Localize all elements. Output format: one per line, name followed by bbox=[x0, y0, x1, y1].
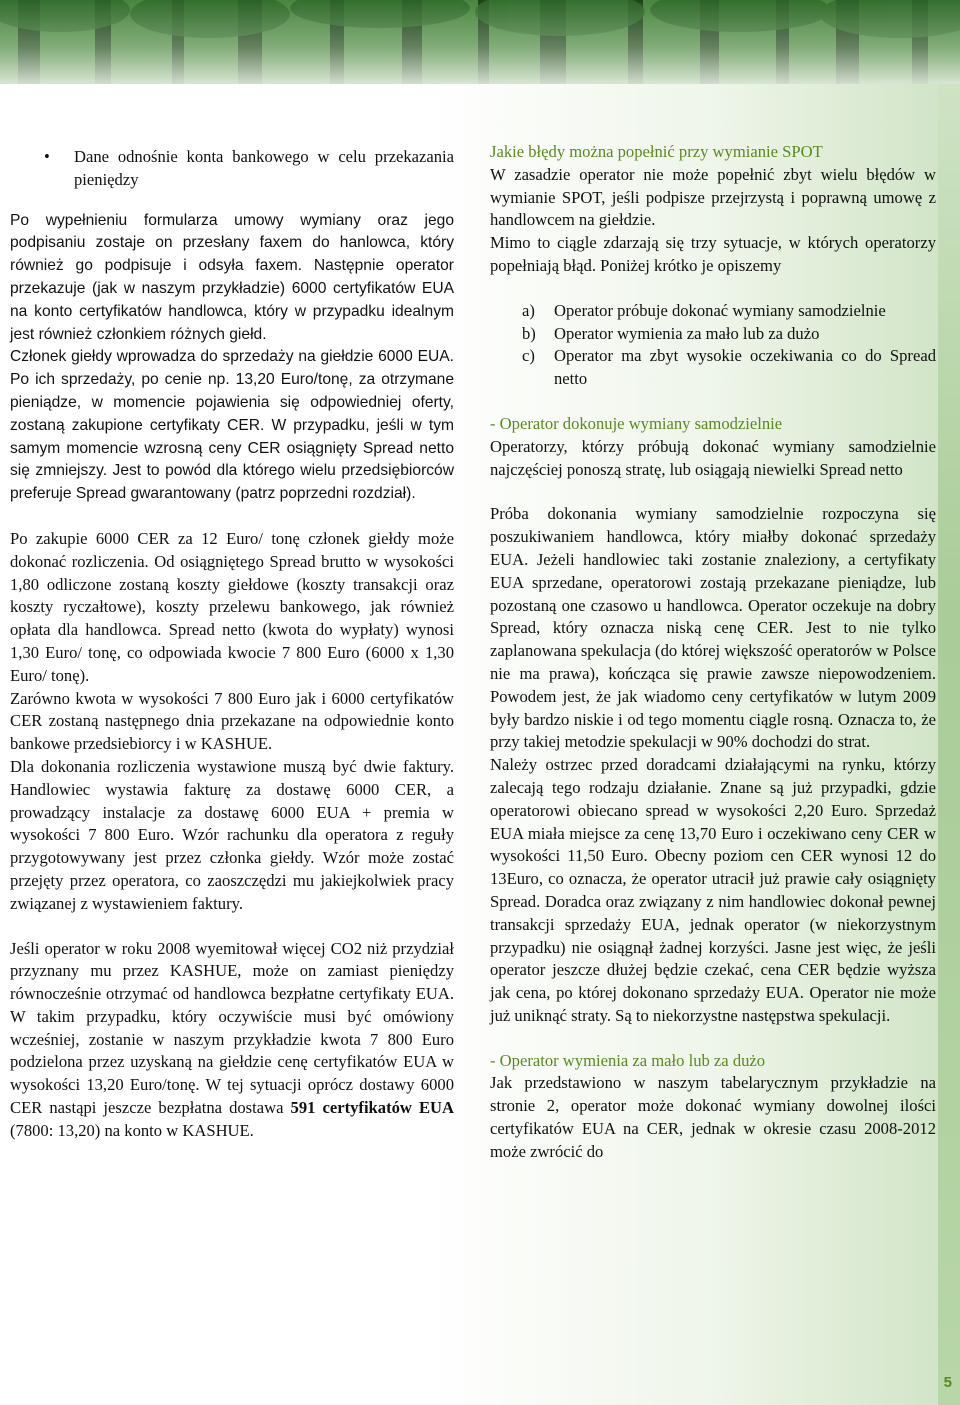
paragraph-6-bold: 591 certyfikatów EUA bbox=[290, 1098, 455, 1118]
spacer bbox=[10, 506, 454, 528]
spacer bbox=[490, 391, 936, 413]
section-heading-too-little: - Operator wymienia za mało lub za dużo bbox=[490, 1050, 766, 1070]
paragraph-r1: W zasadzie operator nie może popełnić zbyt wielu błędów w wymianie SPOT, jeśli podpisze przejrzystą i poprawną umowę z handlowcem na giełdzie. bbox=[490, 164, 936, 230]
spacer bbox=[490, 1028, 936, 1050]
list-item bbox=[490, 323, 936, 346]
bullet-item bbox=[10, 146, 454, 192]
paragraph-6-end: (7800: 13,20) na konto w KASHUE. bbox=[10, 1120, 254, 1140]
section-heading-errors: Jakie błędy można popełnić przy wymianie SPOT bbox=[490, 142, 823, 161]
bullet-text: Dane odnośnie konta bankowego w celu przekazania pieniędzy bbox=[74, 147, 454, 189]
list-item-label: b) bbox=[522, 323, 536, 343]
spacer bbox=[490, 278, 936, 300]
list-item-text: Operator próbuje dokonać wymiany samodzielnie bbox=[554, 300, 886, 320]
paragraph-r2: Mimo to ciągle zdarzają się trzy sytuacje, w których operatorzy popełniają błąd. Poniżej krótko je opiszemy bbox=[490, 233, 936, 275]
list-item-text: Operator wymienia za mało lub za dużo bbox=[554, 323, 820, 343]
paragraph-r3: Operatorzy, którzy próbują dokonać wymiany samodzielnie najczęściej ponoszą stratę, lub osiągają niewielki Spread netto bbox=[490, 436, 936, 479]
paragraph-2: Członek giełdy wprowadza do sprzedaży na giełdzie 6000 EUA. Po ich sprzedaży, po cenie np. 13,20 Euro/tonę, za otrzymane pieniądze, w momencie pojawienia się odpowiedniej oferty, zostaną zakupione certyfikaty CER. W przypadku, jeśli w tym samym momencie wzrosną ceny CER osiągnięty Spread netto się zmniejszy. Jest to powód dla którego wielu przedsiębiorców preferuje Spread gwarantowany (patrz poprzedni rozdział). bbox=[10, 348, 454, 503]
paragraph-1: Po wypełnieniu formularza umowy wymiany oraz jego podpisaniu zostaje on przesłany faxem do hanlowca, który również go podpisuje i odsyła faxem. Następnie operator przekazuje (jak w naszym przykładzie) 6000 certyfikatów EUA na konto certyfikatów handlowca, który w przypadku idealnym jest również członkiem różnych giełd. bbox=[10, 211, 454, 343]
section-heading-self-exchange: - Operator dokonuje wymiany samodzielnie bbox=[490, 413, 783, 433]
paragraph-r6: Jak przedstawiono w naszym tabelarycznym przykładzie na stronie 2, operator może dokonać wymiany dowolnej ilości certyfikatów EUA na CER, jednak w okresie czasu 2008-2012 może zwrócić do bbox=[490, 1073, 936, 1161]
paragraph-r5: Należy ostrzec przed doradcami działającymi na rynku, którzy zalecają tego rodzaju działanie. Znane są już przypadki, gdzie operatorowi obiecano spread w wysokości 2,20 Euro. Sprzedaż EUA miała miejsce za cenę 13,70 Euro i oczekiwano ceny CER w wysokości 11,50 Euro. Obecny poziom cen CER wynosi 12 do 13Euro, co oznacza, że operator utracił już prawie cały osiągnięty Spread. Doradca oraz związany z nim handlowiec dokonał pewnej transakcji sprzedaży EUA, jednak operator (w niekorzystnym przypadku) nie osiągnął żadnej korzyści. Jasne jest więc, że jeśli operator jeszcze dłużej będzie czekać, cena CER będzie wyższa jak cena, po której dokonano sprzedaży EUA. Operator nie może już uniknąć straty. Są to niekorzystne następstwa spekulacji. bbox=[490, 755, 936, 1025]
error-list bbox=[490, 300, 936, 391]
list-item-label: a) bbox=[522, 300, 535, 320]
paragraph-3: Po zakupie 6000 CER za 12 Euro/ tonę członek giełdy może dokonać rozliczenia. Od osiągniętego Spread brutto w wysokości 1,80 odliczone zostaną koszty giełdowe (koszty transakcji oraz koszty ryczałtowe), koszty przelewu bankowego, jak również opłata dla handlowca. Spread netto (kwota do wypłaty) wynosi 1,30 Euro/ tonę, co odpowiada kwocie 7 800 Euro (6000 x 1,30 Euro/ tonę). bbox=[10, 528, 454, 685]
left-column bbox=[10, 146, 454, 1143]
list-item bbox=[490, 345, 936, 391]
spacer bbox=[490, 481, 936, 503]
list-item-text: Operator ma zbyt wysokie oczekiwania co do Spread netto bbox=[554, 346, 936, 389]
paragraph-6 bbox=[10, 938, 454, 1143]
bullet-icon: • bbox=[44, 147, 50, 166]
page-number: 5 bbox=[943, 1374, 952, 1391]
header-forest-banner bbox=[0, 0, 960, 84]
paragraph-6-start: Jeśli operator w roku 2008 wyemitował więcej CO2 niż przydział przyznany mu przez KASHUE, może on zamiast pieniędzy równocześnie otrzymać od handlowca bezpłatne certyfikaty EUA. W takim przypadku, który oczywiście musi być omówiony wcześniej, zostanie w naszym przykładzie kwota 7 800 Euro podzielona przez uzyskaną na giełdzie cenę certyfikatów EUA w wysokości 13,20 Euro/tonę. W tej sytuacji oprócz dostawy 6000 CER nastąpi jeszcze bezpłatna dostawa bbox=[10, 938, 454, 1118]
list-item-label: c) bbox=[522, 346, 535, 366]
paragraph-4: Zarówno kwota w wysokości 7 800 Euro jak i 6000 certyfikatów CER zostaną następnego dnia przekazane na odpowiednie konto bankowe przedsiebiorcy i w KASHUE. bbox=[10, 688, 454, 754]
right-column bbox=[490, 141, 936, 1164]
right-decorative-bar bbox=[938, 84, 960, 1405]
paragraph-5: Dla dokonania rozliczenia wystawione muszą być dwie faktury. Handlowiec wystawia fakturę za dostawę 6000 CER, a prowadzący instalacje za dostawę 6000 EUA + premia w wysokości 7 800 Euro. Wzór rachunku dla operatora z reguły przygotowywany jest przez członka giełdy. Wzór może zostać przejęty przez operatora, co zaoszczędzi mu jakiejkolwiek pracy związanej z wystawieniem faktury. bbox=[10, 756, 454, 913]
list-item bbox=[490, 300, 936, 323]
spacer bbox=[10, 916, 454, 938]
paragraph-r4: Próba dokonania wymiany samodzielnie rozpoczyna się poszukiwaniem handlowca, który miałby dokonać sprzedaży EUA. Jeżeli handlowiec taki zostanie znaleziony, a certyfikaty EUA sprzedane, operatorowi zostają przekazane pieniądze, lub pozostaną one czasowo u handlowca. Operator oczekuje na dobry Spread, który oznacza niską cenę CER. Jest to nie tylko zaplanowana spekulacja (do której większość operatorów w Polsce nie ma prawa), kończąca się prawie zawsze niepowodzeniem. Powodem jest, że jak wiadomo ceny certyfikatów w lutym 2009 były bardzo niskie i od tego momentu ciągle rosną. Oznacza to, że przy takiej metodzie spekulacji w 90% dochodzi do strat. bbox=[490, 504, 936, 752]
forest-image bbox=[0, 0, 960, 84]
